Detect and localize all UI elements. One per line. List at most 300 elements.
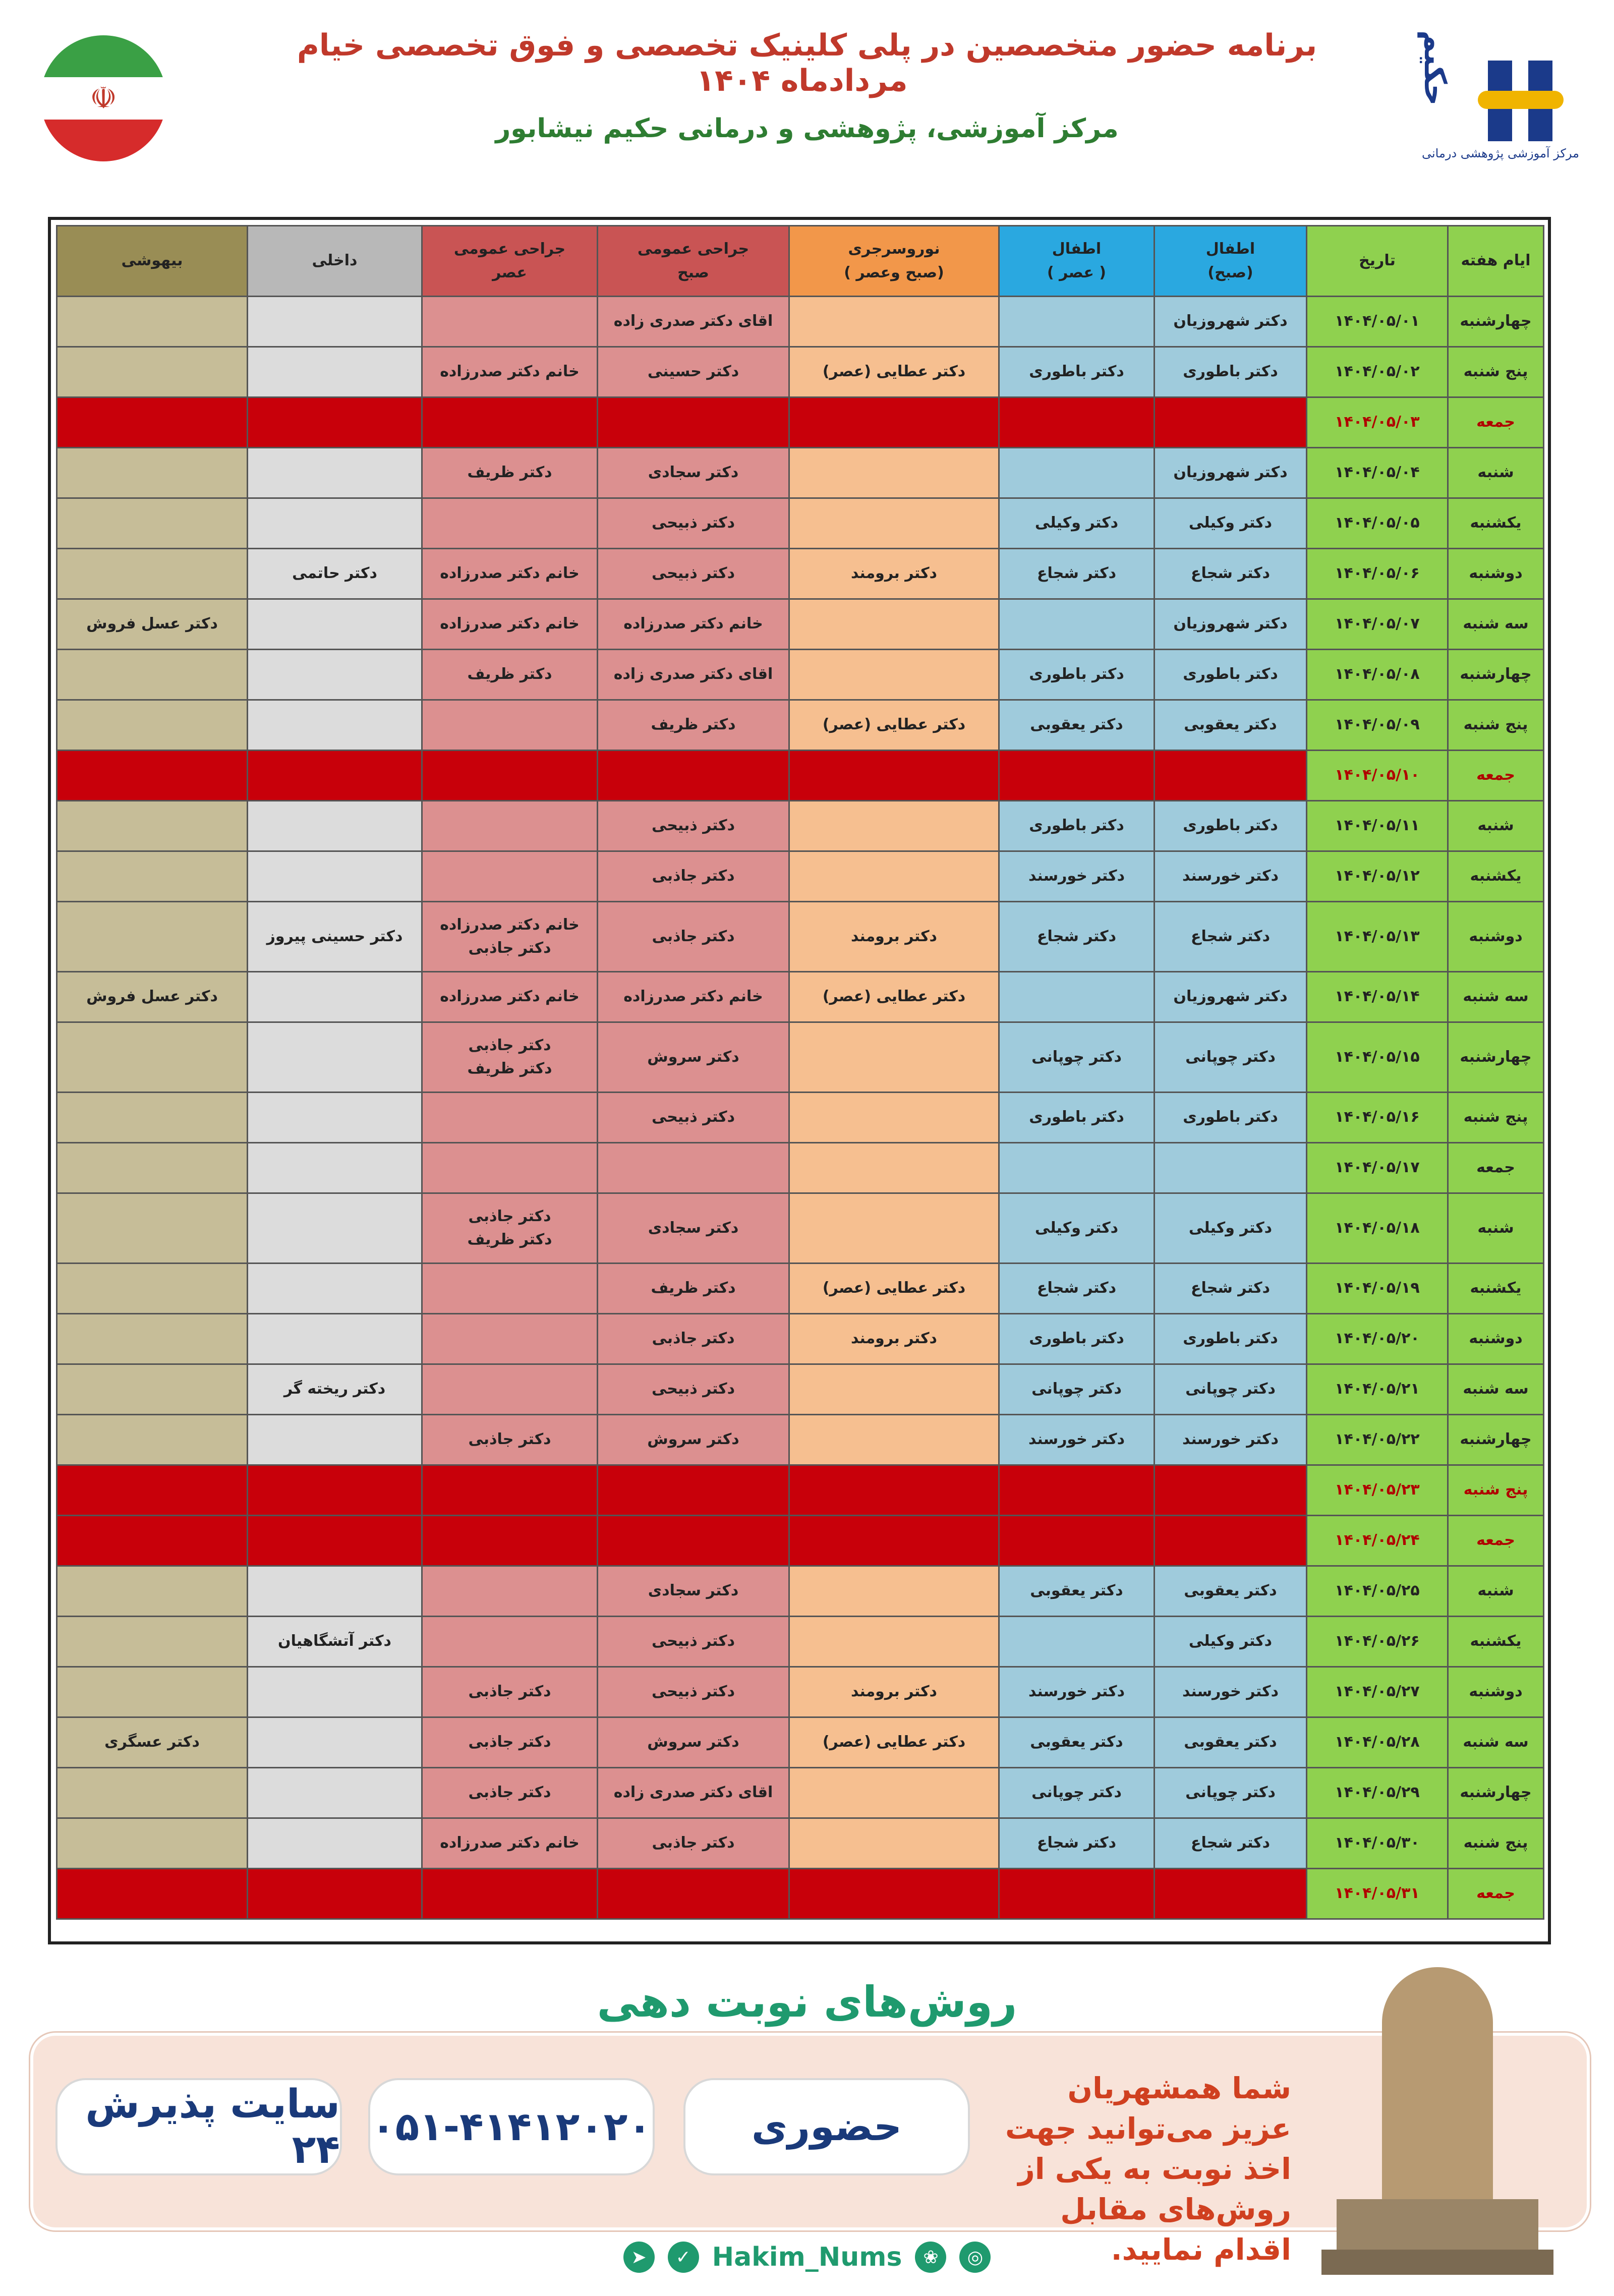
cell-internal: دکتر ریخته گر xyxy=(248,1364,422,1415)
cell-ped-am: دکتر شهروزیان xyxy=(1155,972,1307,1022)
header-ped-pm: اطفال ( عصر ) xyxy=(999,226,1155,297)
cell-date: ۱۴۰۴/۰۵/۰۹ xyxy=(1307,700,1448,751)
cell-date: ۱۴۰۴/۰۵/۱۷ xyxy=(1307,1143,1448,1193)
cell-surg-pm xyxy=(422,498,598,549)
cell-internal xyxy=(248,1314,422,1364)
cell-surg-pm xyxy=(422,801,598,851)
cell-anesthesia xyxy=(57,1617,248,1667)
table-row xyxy=(57,1516,1544,1566)
table-row xyxy=(57,1667,1544,1717)
cell-surg-pm: دکتر جاذبی دکتر ظریف xyxy=(422,1022,598,1093)
cell-internal xyxy=(248,1415,422,1465)
cell-surg-pm: خانم دکتر صدرزاده xyxy=(422,972,598,1022)
cell-ped-pm xyxy=(999,1516,1155,1566)
cell-day: دوشنبه xyxy=(1448,1667,1544,1717)
table-row xyxy=(57,1818,1544,1869)
page-subtitle: مرکز آموزشی، پژوهشی و درمانی حکیم نیشابور xyxy=(495,113,1119,144)
cell-ped-am: دکتر شهروزیان xyxy=(1155,599,1307,650)
cell-neuro: دکتر عطایی (عصر) xyxy=(789,700,999,751)
cell-ped-am: دکتر باطوری xyxy=(1155,347,1307,397)
table-row xyxy=(57,1193,1544,1264)
in-person-button[interactable]: حضوری xyxy=(683,2078,970,2175)
cell-internal: دکتر حاتمی xyxy=(248,549,422,599)
cell-surg-pm xyxy=(422,1869,598,1919)
table-row xyxy=(57,347,1544,397)
cell-ped-pm: دکتر باطوری xyxy=(999,1314,1155,1364)
cell-date: ۱۴۰۴/۰۵/۱۴ xyxy=(1307,972,1448,1022)
table-row xyxy=(57,549,1544,599)
cell-day: چهارشنبه xyxy=(1448,1415,1544,1465)
cell-surg-pm xyxy=(422,1264,598,1314)
cell-surg-pm: خانم دکتر صدرزاده دکتر جاذبی xyxy=(422,902,598,972)
cell-ped-am xyxy=(1155,397,1307,448)
cell-ped-pm: دکتر چوپانی xyxy=(999,1768,1155,1818)
cell-neuro: دکتر عطایی (عصر) xyxy=(789,972,999,1022)
instagram-icon[interactable]: ◎ xyxy=(959,2242,991,2273)
cell-internal xyxy=(248,1717,422,1768)
cell-surg-am xyxy=(598,1516,789,1566)
cell-surg-am: دکتر ذبیحی xyxy=(598,498,789,549)
table-row xyxy=(57,751,1544,801)
cell-date: ۱۴۰۴/۰۵/۳۰ xyxy=(1307,1818,1448,1869)
cell-anesthesia xyxy=(57,1566,248,1617)
cell-surg-pm: دکتر جاذبی xyxy=(422,1717,598,1768)
cell-ped-pm: دکتر باطوری xyxy=(999,1093,1155,1143)
cell-neuro xyxy=(789,1093,999,1143)
cell-anesthesia xyxy=(57,1093,248,1143)
cell-ped-pm xyxy=(999,448,1155,498)
cell-date: ۱۴۰۴/۰۵/۱۲ xyxy=(1307,851,1448,902)
cell-ped-am: دکتر وکیلی xyxy=(1155,498,1307,549)
cell-neuro xyxy=(789,801,999,851)
cell-neuro xyxy=(789,397,999,448)
cell-anesthesia xyxy=(57,851,248,902)
cell-anesthesia xyxy=(57,1818,248,1869)
cell-surg-am: دکتر جاذبی xyxy=(598,851,789,902)
telegram-icon[interactable]: ➤ xyxy=(623,2242,655,2273)
cell-internal xyxy=(248,1667,422,1717)
cell-ped-am xyxy=(1155,1516,1307,1566)
header-anesthesia: بیهوشی xyxy=(57,226,248,297)
cell-neuro: دکتر عطایی (عصر) xyxy=(789,1264,999,1314)
cell-anesthesia xyxy=(57,397,248,448)
cell-ped-am xyxy=(1155,1143,1307,1193)
cell-surg-pm xyxy=(422,1566,598,1617)
header-internal: داخلی xyxy=(248,226,422,297)
cell-neuro xyxy=(789,1566,999,1617)
cell-ped-am: دکتر شجاع xyxy=(1155,549,1307,599)
cell-ped-am: دکتر باطوری xyxy=(1155,801,1307,851)
table-row xyxy=(57,1314,1544,1364)
cell-date: ۱۴۰۴/۰۵/۱۳ xyxy=(1307,902,1448,972)
cell-surg-am: دکتر سروش xyxy=(598,1717,789,1768)
cell-ped-am: دکتر باطوری xyxy=(1155,650,1307,700)
cell-anesthesia xyxy=(57,1143,248,1193)
cell-internal xyxy=(248,1516,422,1566)
cell-ped-pm xyxy=(999,599,1155,650)
cell-ped-pm xyxy=(999,972,1155,1022)
cell-ped-pm xyxy=(999,397,1155,448)
cell-date: ۱۴۰۴/۰۵/۲۱ xyxy=(1307,1364,1448,1415)
cell-ped-am: دکتر چوپانی xyxy=(1155,1768,1307,1818)
cell-neuro: دکتر برومند xyxy=(789,1667,999,1717)
hakim-logo-icon xyxy=(1417,20,1584,171)
cell-surg-pm xyxy=(422,297,598,347)
cell-anesthesia xyxy=(57,549,248,599)
cell-anesthesia xyxy=(57,448,248,498)
cell-date: ۱۴۰۴/۰۵/۱۵ xyxy=(1307,1022,1448,1093)
schedule-body xyxy=(57,297,1544,1919)
cell-surg-am xyxy=(598,751,789,801)
table-row xyxy=(57,1364,1544,1415)
check-badge-icon[interactable]: ✓ xyxy=(668,2242,699,2273)
cell-surg-pm xyxy=(422,1516,598,1566)
cell-surg-am: دکتر سجادی xyxy=(598,448,789,498)
cell-internal xyxy=(248,1143,422,1193)
cell-date: ۱۴۰۴/۰۵/۲۲ xyxy=(1307,1415,1448,1465)
cell-ped-pm: دکتر شجاع xyxy=(999,1264,1155,1314)
cell-date: ۱۴۰۴/۰۵/۲۴ xyxy=(1307,1516,1448,1566)
cell-ped-am: دکتر خورسند xyxy=(1155,1667,1307,1717)
cell-day: دوشنبه xyxy=(1448,549,1544,599)
cell-neuro xyxy=(789,1617,999,1667)
cell-ped-am: دکتر شهروزیان xyxy=(1155,297,1307,347)
cell-neuro xyxy=(789,650,999,700)
cell-ped-pm: دکتر یعقوبی xyxy=(999,1566,1155,1617)
cell-surg-pm xyxy=(422,851,598,902)
cell-surg-am: دکتر حسینی xyxy=(598,347,789,397)
cell-surg-am: اقای دکتر صدری زاده xyxy=(598,297,789,347)
aparat-icon[interactable]: ❀ xyxy=(915,2242,946,2273)
cell-internal xyxy=(248,1093,422,1143)
cell-anesthesia xyxy=(57,751,248,801)
cell-ped-am: دکتر شجاع xyxy=(1155,1264,1307,1314)
cell-surg-pm: خانم دکتر صدرزاده xyxy=(422,599,598,650)
cell-ped-am: دکتر یعقوبی xyxy=(1155,1566,1307,1617)
table-row xyxy=(57,498,1544,549)
cell-anesthesia: دکتر عسگری xyxy=(57,1717,248,1768)
title-text: برنامه حضور متخصصین در پلی کلینیک تخصصی و فوق تخصصی خیام xyxy=(297,28,1317,63)
cell-surg-am: دکتر ذبیحی xyxy=(598,1093,789,1143)
cell-anesthesia: دکتر عسل فروش xyxy=(57,599,248,650)
cell-day: یکشنبه xyxy=(1448,1264,1544,1314)
social-bar xyxy=(605,2234,1009,2280)
table-row xyxy=(57,1415,1544,1465)
logo-text: حکیم xyxy=(1417,30,1453,106)
cell-internal xyxy=(248,700,422,751)
cell-ped-am: دکتر باطوری xyxy=(1155,1314,1307,1364)
table-row xyxy=(57,1093,1544,1143)
cell-surg-am xyxy=(598,1143,789,1193)
cell-ped-pm xyxy=(999,751,1155,801)
cell-date: ۱۴۰۴/۰۵/۰۸ xyxy=(1307,650,1448,700)
table-row xyxy=(57,1022,1544,1093)
cell-internal xyxy=(248,397,422,448)
table-row xyxy=(57,972,1544,1022)
cell-surg-pm xyxy=(422,1465,598,1516)
cell-neuro xyxy=(789,1415,999,1465)
cell-day: شنبه xyxy=(1448,1566,1544,1617)
cell-day: پنج شنبه xyxy=(1448,1465,1544,1516)
page-header xyxy=(0,0,1614,202)
footer-message: شما همشهریان عزیز می‌توانید جهت اخذ نوبت به یکی از روش‌های مقابل اقدام نمایید. xyxy=(1005,2071,1291,2267)
cell-neuro xyxy=(789,1768,999,1818)
cell-date: ۱۴۰۴/۰۵/۲۹ xyxy=(1307,1768,1448,1818)
cell-ped-pm xyxy=(999,1143,1155,1193)
table-row xyxy=(57,448,1544,498)
title-month: مردادماه ۱۴۰۴ xyxy=(696,63,908,98)
cell-neuro xyxy=(789,448,999,498)
cell-internal xyxy=(248,972,422,1022)
cell-ped-am: دکتر وکیلی xyxy=(1155,1193,1307,1264)
cell-surg-pm: دکتر ظریف xyxy=(422,448,598,498)
cell-neuro: دکتر برومند xyxy=(789,902,999,972)
cell-day: سه شنبه xyxy=(1448,1364,1544,1415)
cell-day: پنج شنبه xyxy=(1448,1818,1544,1869)
footer-title: روش‌های نوبت دهی xyxy=(597,1977,1017,2027)
cell-day: جمعه xyxy=(1448,1143,1544,1193)
cell-ped-am: دکتر شجاع xyxy=(1155,1818,1307,1869)
header-surg-pm: جراحی عمومی عصر xyxy=(422,226,598,297)
cell-surg-am: دکتر ذبیحی xyxy=(598,801,789,851)
cell-anesthesia xyxy=(57,1193,248,1264)
cell-anesthesia xyxy=(57,1465,248,1516)
cell-surg-pm xyxy=(422,1314,598,1364)
cell-surg-pm: دکتر جاذبی xyxy=(422,1667,598,1717)
cell-ped-pm: دکتر وکیلی xyxy=(999,498,1155,549)
appointment-footer xyxy=(0,1957,1614,2296)
cell-surg-am: دکتر سروش xyxy=(598,1022,789,1093)
cell-neuro xyxy=(789,498,999,549)
cell-day: پنج شنبه xyxy=(1448,700,1544,751)
cell-internal xyxy=(248,599,422,650)
cell-surg-am: خانم دکتر صدرزاده xyxy=(598,599,789,650)
cell-neuro xyxy=(789,1869,999,1919)
cell-internal xyxy=(248,347,422,397)
cell-ped-am: دکتر یعقوبی xyxy=(1155,700,1307,751)
cell-ped-pm: دکتر شجاع xyxy=(999,549,1155,599)
cell-ped-am: دکتر شهروزیان xyxy=(1155,448,1307,498)
cell-internal xyxy=(248,1818,422,1869)
cell-date: ۱۴۰۴/۰۵/۱۰ xyxy=(1307,751,1448,801)
table-row xyxy=(57,700,1544,751)
cell-day: شنبه xyxy=(1448,801,1544,851)
cell-day: یکشنبه xyxy=(1448,498,1544,549)
cell-ped-am: دکتر خورسند xyxy=(1155,1415,1307,1465)
cell-neuro xyxy=(789,1364,999,1415)
cell-ped-pm: دکتر یعقوبی xyxy=(999,1717,1155,1768)
cell-anesthesia xyxy=(57,1516,248,1566)
cell-day: چهارشنبه xyxy=(1448,297,1544,347)
cell-surg-pm xyxy=(422,1093,598,1143)
cell-day: چهارشنبه xyxy=(1448,1022,1544,1093)
cell-day: سه شنبه xyxy=(1448,599,1544,650)
table-row xyxy=(57,1566,1544,1617)
cell-neuro: دکتر عطایی (عصر) xyxy=(789,1717,999,1768)
table-row xyxy=(57,1617,1544,1667)
cell-ped-am: دکتر چوپانی xyxy=(1155,1364,1307,1415)
cell-ped-pm: دکتر باطوری xyxy=(999,650,1155,700)
table-row xyxy=(57,902,1544,972)
cell-ped-pm: دکتر خورسند xyxy=(999,1415,1155,1465)
table-row xyxy=(57,1768,1544,1818)
cell-day: جمعه xyxy=(1448,1516,1544,1566)
cell-surg-pm xyxy=(422,1143,598,1193)
header-neuro: نوروسرجری (صبح وعصر ) xyxy=(789,226,999,297)
cell-surg-pm xyxy=(422,1617,598,1667)
cell-date: ۱۴۰۴/۰۵/۱۱ xyxy=(1307,801,1448,851)
cell-neuro xyxy=(789,1465,999,1516)
cell-anesthesia: دکتر عسل فروش xyxy=(57,972,248,1022)
iran-flag-icon: ☫ xyxy=(40,35,166,161)
cell-date: ۱۴۰۴/۰۵/۲۵ xyxy=(1307,1566,1448,1617)
cell-neuro: دکتر برومند xyxy=(789,549,999,599)
cell-date: ۱۴۰۴/۰۵/۰۳ xyxy=(1307,397,1448,448)
cell-neuro xyxy=(789,1516,999,1566)
header-ped-am: اطفال (صبح) xyxy=(1155,226,1307,297)
cell-date: ۱۴۰۴/۰۵/۲۶ xyxy=(1307,1617,1448,1667)
cell-internal xyxy=(248,801,422,851)
cell-neuro xyxy=(789,1143,999,1193)
cell-ped-pm xyxy=(999,1617,1155,1667)
cell-internal: دکتر آتشگاهیان xyxy=(248,1617,422,1667)
cell-internal xyxy=(248,851,422,902)
header-surg-am: جراحی عمومی صبح xyxy=(598,226,789,297)
cell-surg-am: خانم دکتر صدرزاده xyxy=(598,972,789,1022)
site-button[interactable]: سایت پذیرش ۲۴ xyxy=(55,2078,342,2175)
cell-internal xyxy=(248,448,422,498)
cell-anesthesia xyxy=(57,902,248,972)
cell-anesthesia xyxy=(57,1314,248,1364)
cell-neuro: دکتر عطایی (عصر) xyxy=(789,347,999,397)
table-row xyxy=(57,1143,1544,1193)
cell-surg-pm xyxy=(422,1364,598,1415)
cell-surg-pm: دکتر جاذبی xyxy=(422,1415,598,1465)
cell-surg-am: دکتر جاذبی xyxy=(598,902,789,972)
cell-surg-am: دکتر ظریف xyxy=(598,700,789,751)
cell-day: سه شنبه xyxy=(1448,972,1544,1022)
cell-ped-am xyxy=(1155,751,1307,801)
cell-ped-pm: دکتر شجاع xyxy=(999,1818,1155,1869)
cell-ped-pm: دکتر وکیلی xyxy=(999,1193,1155,1264)
cell-neuro xyxy=(789,751,999,801)
cell-day: شنبه xyxy=(1448,448,1544,498)
cell-surg-am: دکتر جاذبی xyxy=(598,1818,789,1869)
cell-anesthesia xyxy=(57,1869,248,1919)
cell-ped-pm xyxy=(999,1465,1155,1516)
cell-internal xyxy=(248,650,422,700)
cell-neuro xyxy=(789,599,999,650)
cell-day: یکشنبه xyxy=(1448,1617,1544,1667)
cell-anesthesia xyxy=(57,801,248,851)
cell-date: ۱۴۰۴/۰۵/۰۵ xyxy=(1307,498,1448,549)
cell-day: پنج شنبه xyxy=(1448,1093,1544,1143)
cell-anesthesia xyxy=(57,650,248,700)
cell-day: جمعه xyxy=(1448,751,1544,801)
cell-surg-pm: دکتر جاذبی xyxy=(422,1768,598,1818)
cell-day: پنج شنبه xyxy=(1448,347,1544,397)
cell-neuro xyxy=(789,297,999,347)
cell-internal xyxy=(248,751,422,801)
cell-anesthesia xyxy=(57,1667,248,1717)
cell-neuro xyxy=(789,1022,999,1093)
cell-surg-am xyxy=(598,1465,789,1516)
cell-date: ۱۴۰۴/۰۵/۰۲ xyxy=(1307,347,1448,397)
cell-anesthesia xyxy=(57,1022,248,1093)
cell-ped-pm: دکتر یعقوبی xyxy=(999,700,1155,751)
cell-anesthesia xyxy=(57,347,248,397)
cell-ped-pm: دکتر باطوری xyxy=(999,801,1155,851)
logo-subtext: مرکز آموزشی پژوهشی درمانی xyxy=(1422,146,1579,160)
table-row xyxy=(57,650,1544,700)
table-row xyxy=(57,1717,1544,1768)
cell-date: ۱۴۰۴/۰۵/۳۱ xyxy=(1307,1869,1448,1919)
social-handle[interactable]: Hakim_Nums xyxy=(712,2242,902,2272)
schedule-table-frame xyxy=(48,217,1551,1944)
cell-ped-am xyxy=(1155,1869,1307,1919)
cell-date: ۱۴۰۴/۰۵/۰۷ xyxy=(1307,599,1448,650)
cell-internal xyxy=(248,1193,422,1264)
cell-surg-pm xyxy=(422,700,598,751)
cell-internal xyxy=(248,1566,422,1617)
cell-date: ۱۴۰۴/۰۵/۰۶ xyxy=(1307,549,1448,599)
phone-button[interactable]: ۰۵۱-۴۱۴۱۲۰۲۰ xyxy=(368,2078,655,2175)
cell-date: ۱۴۰۴/۰۵/۲۸ xyxy=(1307,1717,1448,1768)
cell-ped-pm xyxy=(999,1869,1155,1919)
cell-surg-am: دکتر ذبیحی xyxy=(598,1617,789,1667)
cell-ped-am xyxy=(1155,1465,1307,1516)
cell-day: جمعه xyxy=(1448,1869,1544,1919)
cell-ped-am: دکتر یعقوبی xyxy=(1155,1717,1307,1768)
cell-date: ۱۴۰۴/۰۵/۲۰ xyxy=(1307,1314,1448,1364)
cell-day: دوشنبه xyxy=(1448,1314,1544,1364)
cell-internal xyxy=(248,1869,422,1919)
cell-ped-pm: دکتر باطوری xyxy=(999,347,1155,397)
cell-ped-am: دکتر وکیلی xyxy=(1155,1617,1307,1667)
cell-surg-am xyxy=(598,1869,789,1919)
page-title xyxy=(242,28,1372,98)
monument-image xyxy=(1291,1957,1579,2280)
cell-anesthesia xyxy=(57,700,248,751)
cell-surg-am xyxy=(598,397,789,448)
cell-day: چهارشنبه xyxy=(1448,650,1544,700)
cell-ped-pm: دکتر چوپانی xyxy=(999,1364,1155,1415)
cell-anesthesia xyxy=(57,1415,248,1465)
header-day: ایام هفته xyxy=(1448,226,1544,297)
cell-ped-pm: دکتر خورسند xyxy=(999,1667,1155,1717)
cell-date: ۱۴۰۴/۰۵/۰۴ xyxy=(1307,448,1448,498)
cell-anesthesia xyxy=(57,297,248,347)
cell-ped-am: دکتر شجاع xyxy=(1155,902,1307,972)
header-date: تاریخ xyxy=(1307,226,1448,297)
cell-neuro xyxy=(789,851,999,902)
cell-internal xyxy=(248,1768,422,1818)
cell-internal: دکتر حسینی پیروز xyxy=(248,902,422,972)
cell-ped-pm: دکتر شجاع xyxy=(999,902,1155,972)
cell-day: چهارشنبه xyxy=(1448,1768,1544,1818)
table-row xyxy=(57,297,1544,347)
cell-internal xyxy=(248,297,422,347)
cell-internal xyxy=(248,1264,422,1314)
cell-surg-pm xyxy=(422,751,598,801)
cell-ped-am: دکتر باطوری xyxy=(1155,1093,1307,1143)
table-row xyxy=(57,801,1544,851)
cell-ped-pm: دکتر چوپانی xyxy=(999,1022,1155,1093)
cell-surg-am: دکتر ظریف xyxy=(598,1264,789,1314)
cell-ped-pm xyxy=(999,297,1155,347)
cell-ped-pm: دکتر خورسند xyxy=(999,851,1155,902)
cell-surg-am: دکتر سجادی xyxy=(598,1193,789,1264)
